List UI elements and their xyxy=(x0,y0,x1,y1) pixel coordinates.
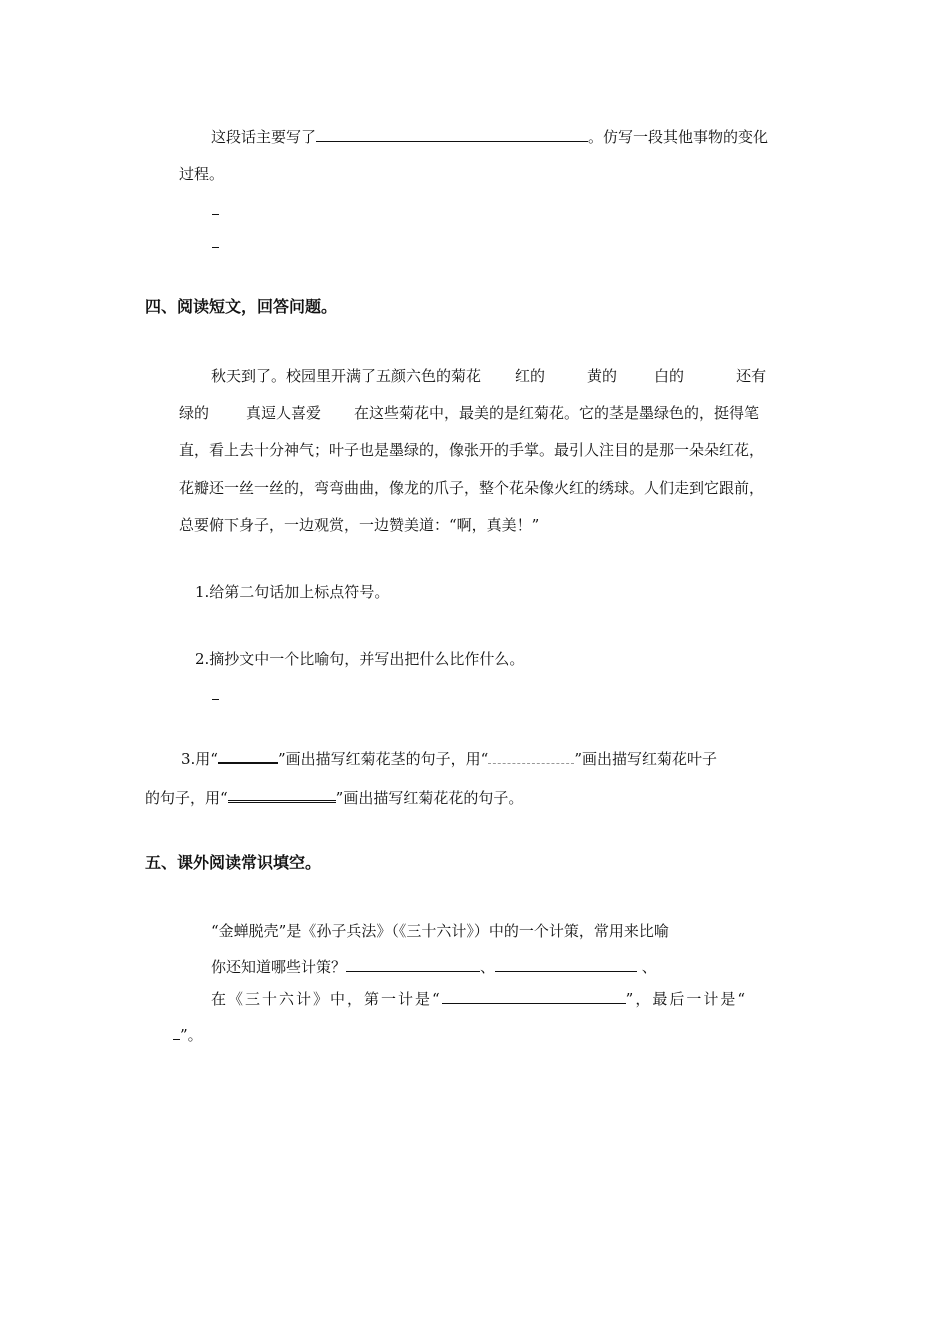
q-main-idea-line2: 过程。 xyxy=(179,165,225,183)
double-line-mark xyxy=(228,786,336,803)
question-3-text: ”画出描写红菊花茎的句子，用“ xyxy=(277,750,489,768)
q-main-idea-suffix: 。仿写一段其他事物的变化 xyxy=(588,128,769,146)
first-strategy-blank[interactable] xyxy=(442,989,626,1004)
question-3-text: ”画出描写红菊花叶子 xyxy=(574,750,717,768)
section-5-line-1: “金蝉脱壳”是《孙子兵法》（《三十六计》）中的一个计策，常用来比喻 xyxy=(211,922,669,940)
answer-blank-2[interactable] xyxy=(212,247,219,248)
section-5-text: ”。 xyxy=(180,1026,203,1044)
passage-text: 在这些菊花中，最美的是红菊花。它的茎是墨绿色的，挺得笔 xyxy=(354,404,760,422)
question-2: 2.摘抄文中一个比喻句，并写出把什么比作什么。 xyxy=(195,650,525,668)
question-3-line2 xyxy=(145,786,523,808)
question-3-text: ”画出描写红菊花花的句子。 xyxy=(335,789,524,807)
passage-text: 白的 xyxy=(654,367,685,385)
strategy-blank-1[interactable] xyxy=(346,957,480,972)
passage-line-1 xyxy=(211,366,766,386)
q-main-idea-prefix: 这段话主要写了 xyxy=(211,128,317,146)
section-5-text: 、 xyxy=(480,958,496,976)
wavy-line-mark xyxy=(488,749,574,764)
section-5-line-4 xyxy=(173,1025,203,1045)
question-1: 1.给第二句话加上标点符号。 xyxy=(195,583,390,601)
section-5-line-3 xyxy=(211,989,747,1009)
passage-text: 真逗人喜爱 xyxy=(246,404,322,422)
passage-text: 红的 xyxy=(515,367,546,385)
section-5-heading: 五、课外阅读常识填空。 xyxy=(145,853,322,872)
passage-text: 还有 xyxy=(736,367,767,385)
passage-line-5: 总要俯下身子，一边观赏，一边赞美道：“啊，真美！” xyxy=(179,516,540,534)
question-3-text: 3.用“ xyxy=(181,750,218,768)
section-5-line-2 xyxy=(211,957,657,977)
straight-line-mark xyxy=(218,748,278,764)
strategy-blank-2[interactable] xyxy=(495,957,637,972)
section-5-text: 你还知道哪些计策？ xyxy=(211,958,347,976)
passage-text: 绿的 xyxy=(179,404,210,422)
section-5-text: ”，最后一计是“ xyxy=(625,990,748,1008)
passage-text: 黄的 xyxy=(587,367,618,385)
passage-line-2 xyxy=(179,403,759,423)
question-3-text: 的句子，用“ xyxy=(145,789,228,807)
section-5-text: 、 xyxy=(637,958,657,976)
main-idea-blank[interactable] xyxy=(316,127,588,142)
question-3-line1 xyxy=(181,748,717,769)
passage-line-3: 直，看上去十分神气；叶子也是墨绿的，像张开的手掌。最引人注目的是那一朵朵红花， xyxy=(179,441,765,459)
answer-blank-1[interactable] xyxy=(212,214,219,215)
passage-text: 秋天到了。校园里开满了五颜六色的菊花 xyxy=(211,367,482,385)
passage-line-4: 花瓣还一丝一丝的，弯弯曲曲，像龙的爪子，整个花朵像火红的绣球。人们走到它跟前， xyxy=(179,479,765,497)
q-main-idea-line xyxy=(211,127,768,147)
section-4-heading: 四、阅读短文，回答问题。 xyxy=(145,297,338,316)
last-strategy-blank[interactable] xyxy=(173,1025,180,1040)
section-5-text: 在《三十六计》中，第一计是“ xyxy=(211,990,442,1008)
answer-blank-3[interactable] xyxy=(212,699,219,700)
